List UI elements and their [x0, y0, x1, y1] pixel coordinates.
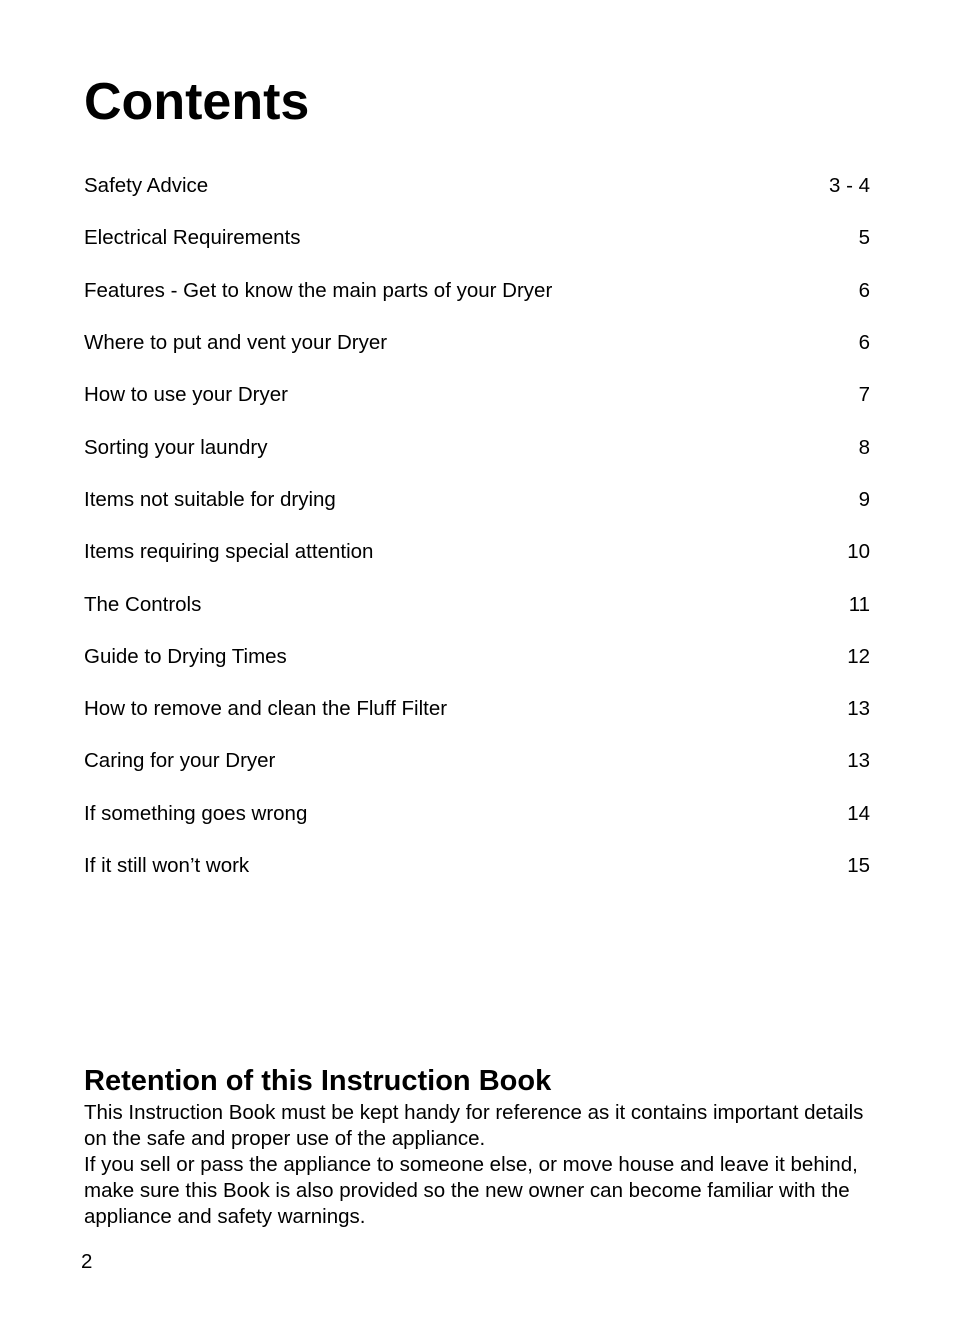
toc-entry-label: Items not suitable for drying — [84, 487, 336, 511]
toc-entry-label: Caring for your Dryer — [84, 749, 276, 773]
toc-row — [84, 421, 870, 473]
toc-entry-label: How to use your Dryer — [84, 383, 288, 407]
toc-row — [84, 526, 870, 578]
toc-entry-page: 5 — [858, 226, 870, 250]
toc-entry-page: 6 — [858, 278, 870, 302]
toc-row — [84, 631, 870, 683]
toc-entry-page: 14 — [847, 801, 870, 825]
toc-entry-page: 7 — [858, 383, 870, 407]
toc-entry-page: 3 - 4 — [828, 174, 870, 198]
toc-entry-label: Guide to Drying Times — [84, 644, 287, 668]
toc-row — [84, 317, 870, 369]
toc-entry-label: If something goes wrong — [84, 801, 308, 825]
toc-row — [84, 265, 870, 317]
retention-paragraph: If you sell or pass the appliance to someone else, or move house and leave it behind, make sure this Book is also provided so the new owner can become familiar with the appliance and safety warnings. — [84, 1153, 858, 1228]
toc-entry-page: 9 — [858, 487, 870, 511]
toc-entry-page: 10 — [847, 540, 870, 564]
toc-entry-label: Safety Advice — [84, 174, 209, 198]
toc-entry-page: 15 — [847, 854, 870, 877]
toc-entry-page: 6 — [858, 331, 870, 355]
toc-entry-page: 8 — [858, 435, 870, 459]
toc-row — [84, 735, 870, 787]
toc-row — [84, 369, 870, 421]
table-of-contents — [84, 160, 870, 892]
toc-entry-page: 11 — [848, 592, 870, 616]
page-title: Contents — [84, 73, 310, 131]
retention-heading: Retention of this Instruction Book — [84, 1065, 552, 1097]
toc-row — [84, 212, 870, 264]
toc-entry-label: Items requiring special attention — [84, 540, 374, 564]
toc-entry-label: Sorting your laundry — [84, 435, 268, 459]
retention-paragraph: This Instruction Book must be kept handy for reference as it contains important details on the safe and proper use of the appliance. — [84, 1101, 864, 1150]
toc-row — [84, 474, 870, 526]
toc-entry-label: If it still won’t work — [84, 854, 250, 877]
toc-row — [84, 788, 870, 840]
toc-entry-label: Where to put and vent your Dryer — [84, 331, 388, 355]
toc-row — [84, 840, 870, 892]
toc-entry-label: How to remove and clean the Fluff Filter — [84, 697, 448, 721]
toc-row — [84, 683, 870, 735]
toc-row — [84, 578, 870, 630]
toc-entry-page: 13 — [847, 749, 870, 773]
toc-entry-page: 13 — [847, 697, 870, 721]
toc-entry-label: Features - Get to know the main parts of your Dryer — [84, 278, 553, 302]
page-number: 2 — [81, 1250, 93, 1273]
toc-entry-label: The Controls — [84, 592, 202, 616]
toc-entry-page: 12 — [847, 644, 870, 668]
toc-entry-label: Electrical Requirements — [84, 226, 301, 250]
retention-section — [84, 1062, 884, 1230]
toc-row — [84, 160, 870, 212]
